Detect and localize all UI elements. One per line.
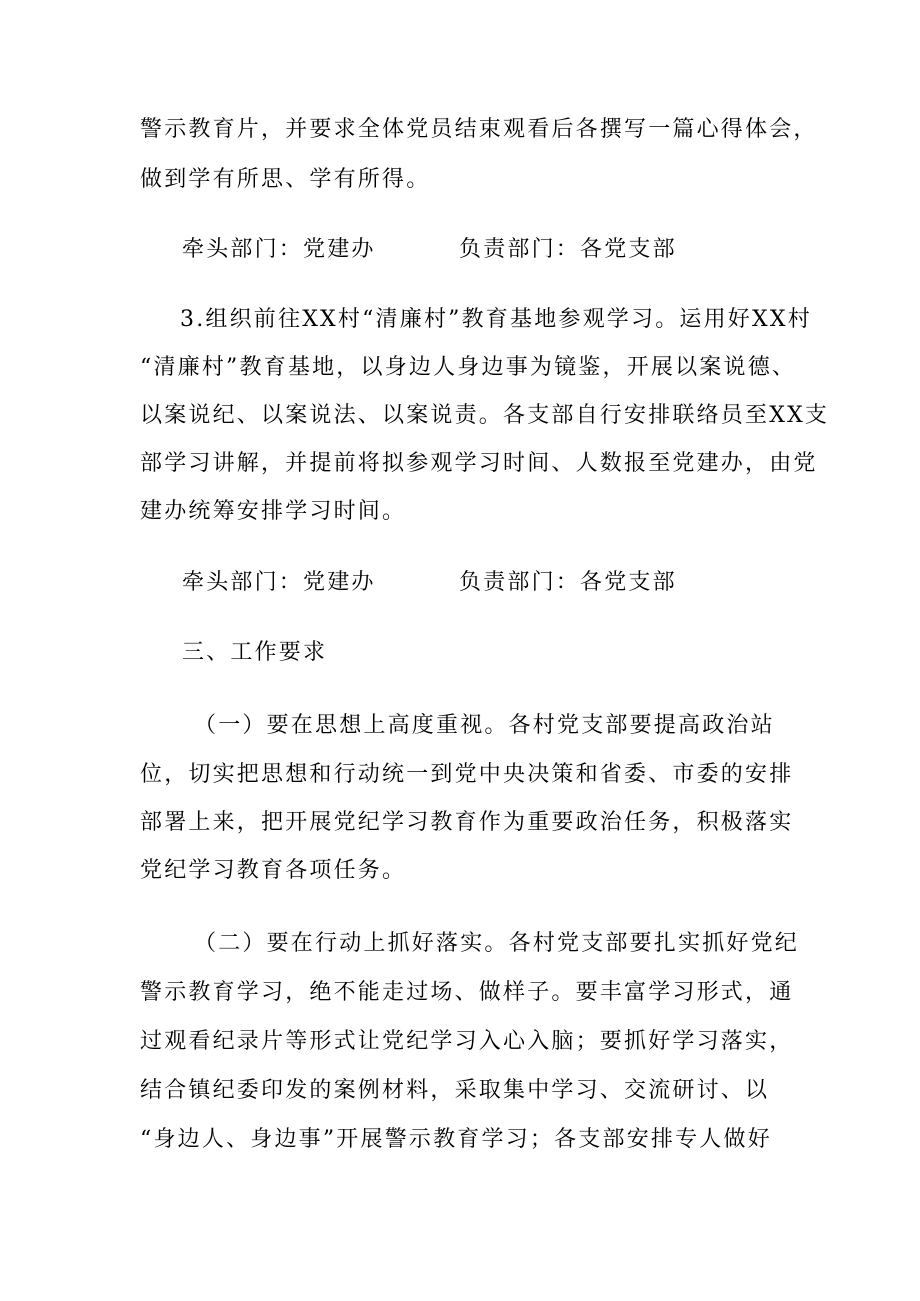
item3-line-3: 以案说纪、以案说法、以案说责。各支部自行安排联络员至XX支 xyxy=(140,403,830,428)
para1-line-1: 警示教育片，并要求全体党员结束观看后各撰写一篇心得体会， xyxy=(140,117,818,142)
req2-line-5: “身边人、身边事”开展警示教育学习；各支部安排专人做好 xyxy=(140,1127,772,1152)
item3-line-2: “清廉村”教育基地，以身边人身边事为镜鉴，开展以案说德、 xyxy=(140,355,797,380)
req2-line-1: （二）要在行动上抓好落实。各村党支部要扎实抓好党纪 xyxy=(194,931,800,956)
req1-line-3: 部署上来，把开展党纪学习教育作为重要政治任务，积极落实 xyxy=(140,810,794,835)
item3-line-5: 建办统筹安排学习时间。 xyxy=(140,499,407,524)
resp-dept-label-1: 负责部门：各党支部 xyxy=(459,237,677,262)
req1-line-1: （一）要在思想上高度重视。各村党支部要提高政治站 xyxy=(194,713,775,738)
section-heading: 三、工作要求 xyxy=(182,640,328,665)
req2-line-3: 过观看纪录片等形式让党纪学习入心入脑；要抓好学习落实， xyxy=(140,1029,794,1054)
req2-line-4: 结合镇纪委印发的案例材料，采取集中学习、交流研讨、以 xyxy=(140,1078,770,1103)
resp-dept-label-2: 负责部门：各党支部 xyxy=(459,570,677,595)
item3-line-1: 3.组织前往XX村“清廉村”教育基地参观学习。运用好XX村 xyxy=(180,307,812,332)
req1-line-4: 党纪学习教育各项任务。 xyxy=(140,858,407,883)
req2-line-2: 警示教育学习，绝不能走过场、做样子。要丰富学习形式，通 xyxy=(140,980,794,1005)
lead-dept-label-2: 牵头部门：党建办 xyxy=(182,570,376,595)
req1-line-2: 位，切实把思想和行动统一到党中央决策和省委、市委的安排 xyxy=(140,762,794,787)
lead-dept-label-1: 牵头部门：党建办 xyxy=(182,237,376,262)
item3-line-4: 部学习讲解，并提前将拟参观学习时间、人数报至党建办，由党 xyxy=(140,451,818,476)
para1-line-2: 做到学有所思、学有所得。 xyxy=(140,167,431,192)
